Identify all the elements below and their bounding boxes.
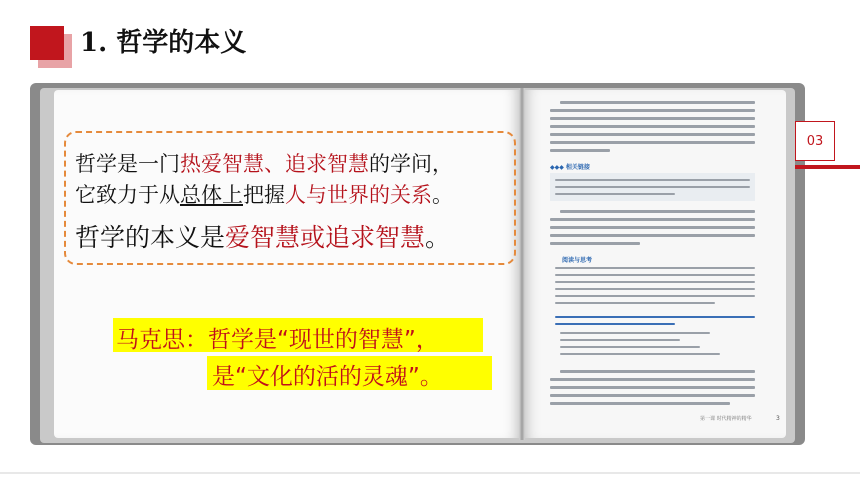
def2-seg-underline: 总体上 — [180, 183, 243, 207]
definition-line-2 — [75, 179, 453, 209]
header-marker — [30, 26, 64, 60]
def1-seg: 的学问， — [369, 152, 453, 176]
def1-seg-red: 热爱智慧、追求智慧 — [180, 152, 369, 176]
def2-seg: 它致力于从 — [75, 183, 180, 207]
page-footer: 第一课 时代精神的精华 — [700, 416, 752, 422]
quote-line-1: 马克思：哲学是“现世的智慧”， — [116, 327, 439, 353]
def2-seg: 把握 — [243, 183, 285, 207]
definition-line-1 — [75, 148, 453, 178]
quote-line-2: 是“文化的活的灵魂”。 — [212, 364, 443, 390]
bottom-divider — [0, 472, 860, 474]
slide-number-badge: 03 — [795, 121, 835, 161]
related-link-tag: ◆◆◆ 相关链接 — [550, 164, 590, 171]
def3-seg: 。 — [425, 223, 451, 252]
page-title: 1. 哲学的本义 — [80, 28, 247, 58]
accent-bar — [795, 165, 860, 169]
def3-seg-red: 爱智慧或追求智慧 — [225, 223, 426, 252]
book-spine — [519, 88, 525, 440]
def3-seg: 哲学的本义是 — [75, 223, 226, 252]
def2-seg: 。 — [432, 183, 453, 207]
reading-thinking-tag: 阅读与思考 — [562, 257, 593, 264]
def1-seg: 哲学是一门 — [75, 152, 180, 176]
def2-seg-red: 人与世界的关系 — [285, 183, 432, 207]
page-number: 3 — [776, 415, 780, 422]
definition-line-3 — [75, 218, 450, 254]
